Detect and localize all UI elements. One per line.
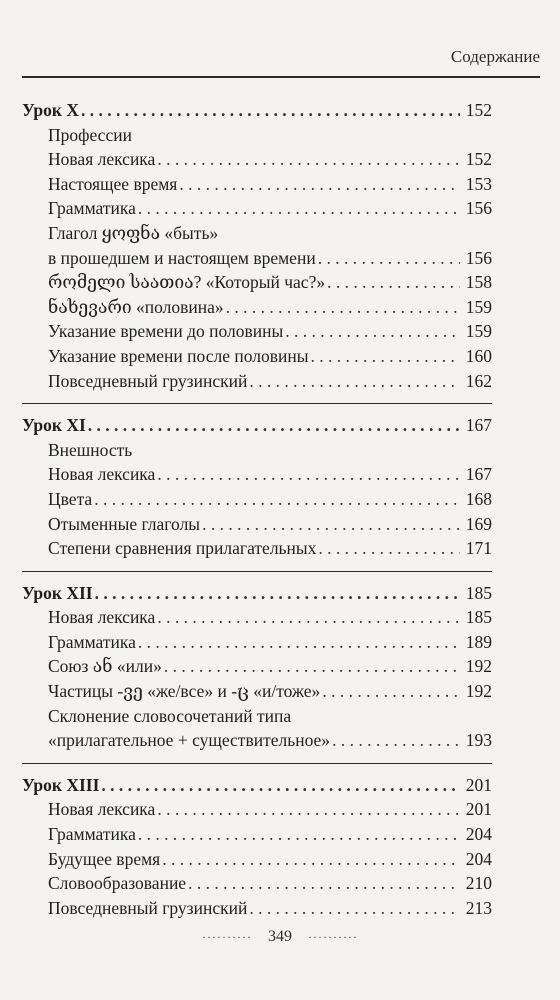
toc-entry-label: Повседневный грузинский <box>48 370 248 391</box>
toc-entry-label: Урок XIII <box>22 774 100 795</box>
toc-page-number: 189 <box>465 631 492 652</box>
toc-page-number: 167 <box>465 464 492 485</box>
footer-ornament-right: ·········· <box>308 930 358 944</box>
toc-page-number: 153 <box>465 173 492 194</box>
toc-entry-label: Цвета <box>48 488 93 509</box>
toc-page-number: 192 <box>465 681 492 702</box>
toc-dot-leader <box>95 581 460 606</box>
toc-section <box>22 773 492 931</box>
footer-ornament-left: ·········· <box>202 930 252 944</box>
toc-page-number: 156 <box>465 247 492 268</box>
toc-dot-leader <box>101 773 460 798</box>
toc-page-number: 204 <box>465 824 492 845</box>
toc-dot-leader <box>285 319 460 344</box>
toc-entry <box>22 822 492 847</box>
toc-dot-leader <box>249 369 460 394</box>
toc-entry-label: Урок X <box>22 100 79 120</box>
toc-entry <box>22 295 492 320</box>
toc-page-number: 169 <box>465 513 492 534</box>
toc-entry-label: Степени сравнения прилагательных <box>48 538 317 559</box>
toc-entry-label: Новая лексика <box>48 464 156 485</box>
toc-entry-label: Грамматика <box>48 198 136 219</box>
toc-entry-label: Словообразование <box>48 873 187 894</box>
toc-dot-leader <box>202 512 460 537</box>
toc-page-number: 213 <box>465 897 492 918</box>
toc-entry <box>22 196 492 221</box>
toc-entry <box>22 871 492 896</box>
toc-dot-leader <box>322 679 460 704</box>
toc-lesson-title <box>22 98 492 123</box>
toc-entry <box>22 123 492 148</box>
toc-entry-label: Указание времени до половины <box>48 321 284 342</box>
toc-dot-leader <box>138 196 460 221</box>
toc-entry <box>22 630 492 655</box>
toc-dot-leader <box>249 896 460 921</box>
toc-entry <box>22 438 492 463</box>
toc-section <box>22 98 492 403</box>
toc-page-number: 210 <box>465 873 492 894</box>
toc-entry <box>22 536 492 561</box>
toc-entry <box>22 270 492 295</box>
toc-entry-label: რომელი საათია? «Который час?» <box>48 272 326 293</box>
toc-dot-leader <box>88 413 460 438</box>
toc-entry-label: Урок XI <box>22 415 86 436</box>
toc-entry-label: Частицы -ვე «же/все» и -ც «и/тоже» <box>48 681 321 702</box>
toc-entry <box>22 512 492 537</box>
toc-entry <box>22 654 492 679</box>
toc-entry-label: Новая лексика <box>48 799 156 820</box>
page-header-title: Содержание <box>450 47 540 66</box>
toc-entry-label: Грамматика <box>48 631 136 652</box>
toc-entry-label: Глагол ყოფნა «быть» <box>48 222 219 243</box>
toc-entry <box>22 172 492 197</box>
toc-dot-leader <box>157 147 460 172</box>
toc-page-number: 158 <box>465 272 492 293</box>
toc-section <box>22 581 492 763</box>
toc-entry <box>22 319 492 344</box>
toc-page-number: 152 <box>465 149 492 170</box>
toc-entry <box>22 704 492 729</box>
toc-entry-label: Грамматика <box>48 824 136 845</box>
toc-dot-leader <box>318 246 460 271</box>
page-footer <box>0 928 560 946</box>
toc-lesson-title <box>22 581 492 606</box>
toc-page-number: 201 <box>465 799 492 820</box>
toc-dot-leader <box>318 536 460 561</box>
toc-entry <box>22 679 492 704</box>
toc-entry <box>22 487 492 512</box>
toc-section <box>22 413 492 571</box>
toc-entry <box>22 847 492 872</box>
toc-entry <box>22 728 492 753</box>
toc-entry-label: в прошедшем и настоящем времени <box>48 247 316 268</box>
toc-page-number: 159 <box>465 321 492 342</box>
toc-entry <box>22 147 492 172</box>
toc-entry <box>22 246 492 271</box>
toc-page-number: 156 <box>465 198 492 219</box>
toc-entry-label: Профессии <box>48 124 132 145</box>
toc-page-number: 159 <box>465 296 492 317</box>
toc-dot-leader <box>157 797 460 822</box>
page-header <box>22 44 540 78</box>
toc-entry <box>22 896 492 921</box>
toc-lesson-title <box>22 413 492 438</box>
toc-entry-label: Новая лексика <box>48 607 156 628</box>
toc-dot-leader <box>94 487 460 512</box>
toc-dot-leader <box>81 98 460 123</box>
toc-entry-label: Новая лексика <box>48 149 156 170</box>
toc-page-number: 168 <box>465 488 492 509</box>
toc-entry <box>22 797 492 822</box>
toc-dot-leader <box>188 871 460 896</box>
toc-page-number: 185 <box>465 582 492 603</box>
toc-entry <box>22 605 492 630</box>
toc-page-number: 204 <box>465 848 492 869</box>
toc-dot-leader <box>164 654 460 679</box>
toc-page-number: 171 <box>465 538 492 559</box>
toc-page-number: 193 <box>465 730 492 751</box>
toc-dot-leader <box>179 172 460 197</box>
toc-entry-label: Повседневный грузинский <box>48 897 248 918</box>
table-of-contents <box>22 98 492 930</box>
toc-entry-label: Будущее время <box>48 848 161 869</box>
toc-entry-label: Склонение словосочетаний типа <box>48 705 292 726</box>
toc-page-number: 201 <box>465 774 492 795</box>
toc-dot-leader <box>138 822 460 847</box>
toc-dot-leader <box>157 605 460 630</box>
toc-dot-leader <box>332 728 460 753</box>
toc-dot-leader <box>138 630 460 655</box>
toc-page-number: 167 <box>465 415 492 436</box>
toc-dot-leader <box>157 462 460 487</box>
toc-entry-label: Указание времени после половины <box>48 345 309 366</box>
toc-entry-label: ნახევარი «половина» <box>48 296 224 317</box>
toc-entry <box>22 344 492 369</box>
toc-entry-label: Внешность <box>48 439 133 460</box>
toc-entry <box>22 221 492 246</box>
toc-dot-leader <box>162 847 460 872</box>
toc-dot-leader <box>226 295 460 320</box>
toc-page-number: 162 <box>465 370 492 391</box>
toc-entry-label: Союз ან «или» <box>48 656 162 677</box>
toc-entry <box>22 462 492 487</box>
toc-page-number: 152 <box>465 100 492 120</box>
toc-lesson-title <box>22 773 492 798</box>
page-number: 349 <box>268 928 292 945</box>
toc-page-number: 160 <box>465 345 492 366</box>
toc-entry <box>22 369 492 394</box>
toc-entry-label: Отыменные глаголы <box>48 513 201 534</box>
toc-dot-leader <box>310 344 460 369</box>
toc-entry-label: Урок XII <box>22 582 93 603</box>
toc-entry-label: «прилагательное + существительное» <box>48 730 331 751</box>
toc-entry-label: Настоящее время <box>48 173 178 194</box>
toc-dot-leader <box>327 270 460 295</box>
toc-page-number: 185 <box>465 607 492 628</box>
toc-page-number: 192 <box>465 656 492 677</box>
